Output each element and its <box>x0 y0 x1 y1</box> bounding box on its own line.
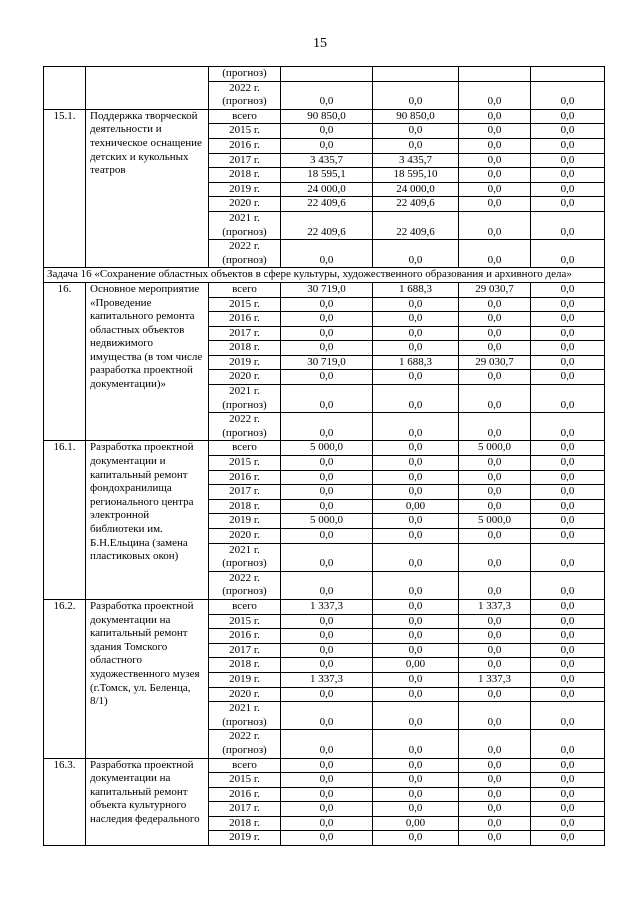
value-cell: 0,0 <box>459 543 531 571</box>
year-cell: 2018 г. <box>209 499 281 514</box>
value-cell: 0,0 <box>531 614 605 629</box>
table-row <box>44 67 605 82</box>
value-cell: 0,0 <box>531 282 605 297</box>
year-cell: всего <box>209 282 281 297</box>
value-cell: 22 409,6 <box>281 211 373 239</box>
year-cell: 2015 г. <box>209 456 281 471</box>
value-cell: 0,0 <box>531 81 605 109</box>
value-cell: 0,0 <box>531 211 605 239</box>
value-cell: 0,0 <box>281 816 373 831</box>
table-row <box>44 599 605 614</box>
value-cell: 0,0 <box>373 529 459 544</box>
value-cell: 0,0 <box>281 658 373 673</box>
year-cell: 2018 г. <box>209 816 281 831</box>
value-cell: 0,0 <box>281 370 373 385</box>
year-cell: (прогноз) <box>209 67 281 82</box>
year-cell: 2016 г. <box>209 787 281 802</box>
value-cell: 0,0 <box>459 758 531 773</box>
value-cell: 0,0 <box>373 702 459 730</box>
year-cell: 2015 г. <box>209 124 281 139</box>
value-cell: 0,0 <box>531 413 605 441</box>
value-cell: 0,0 <box>373 514 459 529</box>
value-cell: 0,0 <box>459 109 531 124</box>
value-cell: 0,0 <box>281 297 373 312</box>
name-cell: Основное мероприятие «Проведение капитального ремонта областных объектов недвижимого имущества (в том числе разработка проектной документации)» <box>86 282 209 441</box>
value-cell: 0,0 <box>281 629 373 644</box>
year-cell: 2019 г. <box>209 672 281 687</box>
value-cell: 0,0 <box>531 529 605 544</box>
value-cell: 0,0 <box>373 629 459 644</box>
value-cell: 1 337,3 <box>281 599 373 614</box>
value-cell: 0,0 <box>459 370 531 385</box>
name-cell: Разработка проектной документации на капитальный ремонт объекта культурного наследия федерального <box>86 758 209 846</box>
year-cell: 2021 г. (прогноз) <box>209 385 281 413</box>
value-cell: 0,0 <box>459 240 531 268</box>
value-cell: 0,0 <box>459 643 531 658</box>
value-cell: 0,0 <box>531 182 605 197</box>
value-cell: 0,0 <box>459 413 531 441</box>
value-cell: 0,0 <box>373 758 459 773</box>
value-cell: 0,0 <box>531 831 605 846</box>
value-cell: 0,0 <box>531 629 605 644</box>
value-cell: 0,0 <box>281 773 373 788</box>
value-cell: 0,0 <box>531 109 605 124</box>
value-cell: 5 000,0 <box>281 441 373 456</box>
value-cell: 0,0 <box>531 197 605 212</box>
value-cell: 0,0 <box>531 312 605 327</box>
year-cell: 2016 г. <box>209 470 281 485</box>
value-cell: 0,0 <box>281 385 373 413</box>
table-row <box>44 441 605 456</box>
value-cell: 3 435,7 <box>373 153 459 168</box>
year-cell: 2017 г. <box>209 802 281 817</box>
value-cell: 0,0 <box>531 687 605 702</box>
value-cell: 0,0 <box>531 168 605 183</box>
name-cell: Разработка проектной документации и капитальный ремонт фондохранилища регионального центра электронной библиотеки им. Б.Н.Ельцина (замена пластиковых окон) <box>86 441 209 600</box>
value-cell: 0,0 <box>531 124 605 139</box>
value-cell <box>373 67 459 82</box>
value-cell: 0,0 <box>531 730 605 758</box>
value-cell: 0,0 <box>281 312 373 327</box>
value-cell: 0,0 <box>459 571 531 599</box>
value-cell: 0,0 <box>531 326 605 341</box>
row-number-cell: 16.2. <box>44 599 86 758</box>
value-cell: 0,0 <box>459 687 531 702</box>
value-cell: 0,0 <box>281 138 373 153</box>
year-cell: 2021 г. (прогноз) <box>209 702 281 730</box>
year-cell: всего <box>209 599 281 614</box>
value-cell: 18 595,10 <box>373 168 459 183</box>
value-cell: 29 030,7 <box>459 355 531 370</box>
value-cell: 0,0 <box>373 543 459 571</box>
year-cell: 2021 г. (прогноз) <box>209 543 281 571</box>
year-cell: 2020 г. <box>209 370 281 385</box>
value-cell <box>459 67 531 82</box>
year-cell: всего <box>209 758 281 773</box>
value-cell: 0,0 <box>459 470 531 485</box>
value-cell: 0,0 <box>281 499 373 514</box>
value-cell: 0,0 <box>459 182 531 197</box>
name-cell: Поддержка творческой деятельности и техническое оснащение детских и кукольных театров <box>86 109 209 268</box>
year-cell: 2015 г. <box>209 614 281 629</box>
value-cell: 0,0 <box>373 385 459 413</box>
value-cell: 0,0 <box>373 599 459 614</box>
value-cell: 0,0 <box>459 138 531 153</box>
value-cell: 0,0 <box>531 341 605 356</box>
value-cell: 0,0 <box>281 485 373 500</box>
value-cell: 0,0 <box>373 441 459 456</box>
year-cell: 2016 г. <box>209 312 281 327</box>
year-cell: 2020 г. <box>209 687 281 702</box>
value-cell: 0,0 <box>531 758 605 773</box>
value-cell: 0,0 <box>531 153 605 168</box>
value-cell: 0,0 <box>459 614 531 629</box>
value-cell: 0,0 <box>459 658 531 673</box>
value-cell: 0,0 <box>459 773 531 788</box>
value-cell: 0,0 <box>459 702 531 730</box>
year-cell: 2015 г. <box>209 297 281 312</box>
row-number-cell <box>44 67 86 110</box>
value-cell: 90 850,0 <box>373 109 459 124</box>
value-cell: 0,0 <box>373 730 459 758</box>
value-cell <box>281 67 373 82</box>
value-cell: 0,0 <box>531 672 605 687</box>
value-cell: 0,0 <box>281 614 373 629</box>
value-cell: 29 030,7 <box>459 282 531 297</box>
value-cell <box>531 67 605 82</box>
task-title: Задача 16 «Сохранение областных объектов в сфере культуры, художественного образования и архивного дела» <box>44 268 605 283</box>
year-cell: 2016 г. <box>209 629 281 644</box>
value-cell: 0,0 <box>459 456 531 471</box>
value-cell: 0,0 <box>459 312 531 327</box>
value-cell: 0,0 <box>459 124 531 139</box>
value-cell: 24 000,0 <box>281 182 373 197</box>
row-number-cell: 16.3. <box>44 758 86 846</box>
value-cell: 0,0 <box>373 571 459 599</box>
year-cell: 2017 г. <box>209 485 281 500</box>
value-cell: 0,0 <box>281 787 373 802</box>
name-cell <box>86 67 209 110</box>
year-cell: 2022 г. (прогноз) <box>209 730 281 758</box>
value-cell: 1 688,3 <box>373 355 459 370</box>
name-cell: Разработка проектной документации на капитальный ремонт здания Томского областного художественного музея (г.Томск, ул. Беленца, 8/1) <box>86 599 209 758</box>
value-cell: 0,0 <box>373 312 459 327</box>
value-cell: 1 337,3 <box>459 599 531 614</box>
year-cell: 2019 г. <box>209 355 281 370</box>
year-cell: 2017 г. <box>209 643 281 658</box>
year-cell: 2018 г. <box>209 658 281 673</box>
value-cell: 24 000,0 <box>373 182 459 197</box>
value-cell: 0,0 <box>373 81 459 109</box>
year-cell: 2018 г. <box>209 168 281 183</box>
value-cell: 0,0 <box>373 802 459 817</box>
value-cell: 0,0 <box>373 124 459 139</box>
value-cell: 0,0 <box>459 211 531 239</box>
value-cell: 0,0 <box>459 787 531 802</box>
value-cell: 0,0 <box>281 543 373 571</box>
value-cell: 1 337,3 <box>459 672 531 687</box>
value-cell: 0,0 <box>281 831 373 846</box>
value-cell: 0,0 <box>373 773 459 788</box>
value-cell: 0,0 <box>281 758 373 773</box>
value-cell: 0,0 <box>459 153 531 168</box>
value-cell: 0,0 <box>531 802 605 817</box>
value-cell: 0,0 <box>281 341 373 356</box>
value-cell: 0,0 <box>373 787 459 802</box>
value-cell: 0,0 <box>459 816 531 831</box>
value-cell: 0,00 <box>373 816 459 831</box>
value-cell: 1 337,3 <box>281 672 373 687</box>
year-cell: 2016 г. <box>209 138 281 153</box>
value-cell: 0,0 <box>281 643 373 658</box>
value-cell: 0,0 <box>459 81 531 109</box>
value-cell: 0,0 <box>459 341 531 356</box>
value-cell: 0,0 <box>281 702 373 730</box>
value-cell: 30 719,0 <box>281 355 373 370</box>
value-cell: 0,0 <box>531 543 605 571</box>
task-row <box>44 268 605 283</box>
value-cell: 0,0 <box>531 485 605 500</box>
year-cell: 2020 г. <box>209 197 281 212</box>
value-cell: 0,0 <box>531 702 605 730</box>
value-cell: 0,0 <box>281 687 373 702</box>
value-cell: 0,0 <box>373 614 459 629</box>
value-cell: 0,0 <box>531 499 605 514</box>
value-cell: 0,0 <box>373 370 459 385</box>
value-cell: 5 000,0 <box>281 514 373 529</box>
value-cell: 0,0 <box>459 485 531 500</box>
value-cell: 0,0 <box>459 529 531 544</box>
year-cell: 2017 г. <box>209 153 281 168</box>
value-cell: 0,0 <box>373 672 459 687</box>
value-cell: 0,0 <box>281 470 373 485</box>
year-cell: 2019 г. <box>209 182 281 197</box>
table-row <box>44 758 605 773</box>
year-cell: 2019 г. <box>209 514 281 529</box>
value-cell: 0,0 <box>459 831 531 846</box>
value-cell: 0,0 <box>531 355 605 370</box>
value-cell: 0,0 <box>373 643 459 658</box>
value-cell: 0,0 <box>459 730 531 758</box>
year-cell: всего <box>209 441 281 456</box>
row-number-cell: 15.1. <box>44 109 86 268</box>
year-cell: 2022 г. (прогноз) <box>209 413 281 441</box>
value-cell: 0,0 <box>531 138 605 153</box>
year-cell: всего <box>209 109 281 124</box>
value-cell: 0,0 <box>373 341 459 356</box>
value-cell: 0,0 <box>281 240 373 268</box>
year-cell: 2022 г. (прогноз) <box>209 571 281 599</box>
table-row <box>44 282 605 297</box>
value-cell: 0,0 <box>531 787 605 802</box>
year-cell: 2018 г. <box>209 341 281 356</box>
value-cell: 0,0 <box>531 441 605 456</box>
value-cell: 0,0 <box>459 197 531 212</box>
value-cell: 0,0 <box>531 599 605 614</box>
value-cell: 0,0 <box>281 730 373 758</box>
value-cell: 0,0 <box>281 456 373 471</box>
value-cell: 5 000,0 <box>459 441 531 456</box>
value-cell: 0,0 <box>373 413 459 441</box>
year-cell: 2019 г. <box>209 831 281 846</box>
value-cell: 0,0 <box>531 470 605 485</box>
value-cell: 0,0 <box>459 499 531 514</box>
value-cell: 18 595,1 <box>281 168 373 183</box>
value-cell: 0,0 <box>373 831 459 846</box>
value-cell: 0,0 <box>281 413 373 441</box>
value-cell: 0,0 <box>373 297 459 312</box>
value-cell: 0,0 <box>531 643 605 658</box>
row-number-cell: 16.1. <box>44 441 86 600</box>
value-cell: 1 688,3 <box>373 282 459 297</box>
value-cell: 0,0 <box>281 326 373 341</box>
value-cell: 30 719,0 <box>281 282 373 297</box>
value-cell: 0,0 <box>531 773 605 788</box>
value-cell: 0,0 <box>459 326 531 341</box>
value-cell: 90 850,0 <box>281 109 373 124</box>
value-cell: 0,00 <box>373 658 459 673</box>
year-cell: 2015 г. <box>209 773 281 788</box>
value-cell: 0,0 <box>531 456 605 471</box>
value-cell: 0,0 <box>459 629 531 644</box>
page-number: 15 <box>313 36 327 51</box>
value-cell: 0,0 <box>531 571 605 599</box>
value-cell: 0,0 <box>281 124 373 139</box>
value-cell: 0,0 <box>531 514 605 529</box>
value-cell: 0,0 <box>531 240 605 268</box>
year-cell: 2022 г. (прогноз) <box>209 81 281 109</box>
value-cell: 5 000,0 <box>459 514 531 529</box>
year-cell: 2020 г. <box>209 529 281 544</box>
value-cell: 0,0 <box>531 370 605 385</box>
value-cell: 0,0 <box>459 168 531 183</box>
value-cell: 0,0 <box>459 385 531 413</box>
value-cell: 0,0 <box>373 470 459 485</box>
budget-table <box>43 66 605 846</box>
value-cell: 22 409,6 <box>373 211 459 239</box>
table-row <box>44 109 605 124</box>
value-cell: 22 409,6 <box>373 197 459 212</box>
value-cell: 0,0 <box>373 687 459 702</box>
value-cell: 0,0 <box>373 326 459 341</box>
value-cell: 0,0 <box>531 658 605 673</box>
value-cell: 0,00 <box>373 499 459 514</box>
value-cell: 0,0 <box>531 297 605 312</box>
value-cell: 22 409,6 <box>281 197 373 212</box>
value-cell: 0,0 <box>373 240 459 268</box>
value-cell: 0,0 <box>373 485 459 500</box>
value-cell: 0,0 <box>281 81 373 109</box>
year-cell: 2017 г. <box>209 326 281 341</box>
value-cell: 0,0 <box>281 802 373 817</box>
value-cell: 0,0 <box>459 802 531 817</box>
value-cell: 0,0 <box>281 571 373 599</box>
year-cell: 2021 г. (прогноз) <box>209 211 281 239</box>
row-number-cell: 16. <box>44 282 86 441</box>
value-cell: 0,0 <box>459 297 531 312</box>
value-cell: 0,0 <box>373 456 459 471</box>
value-cell: 0,0 <box>373 138 459 153</box>
year-cell: 2022 г. (прогноз) <box>209 240 281 268</box>
value-cell: 0,0 <box>281 529 373 544</box>
value-cell: 3 435,7 <box>281 153 373 168</box>
value-cell: 0,0 <box>531 816 605 831</box>
value-cell: 0,0 <box>531 385 605 413</box>
